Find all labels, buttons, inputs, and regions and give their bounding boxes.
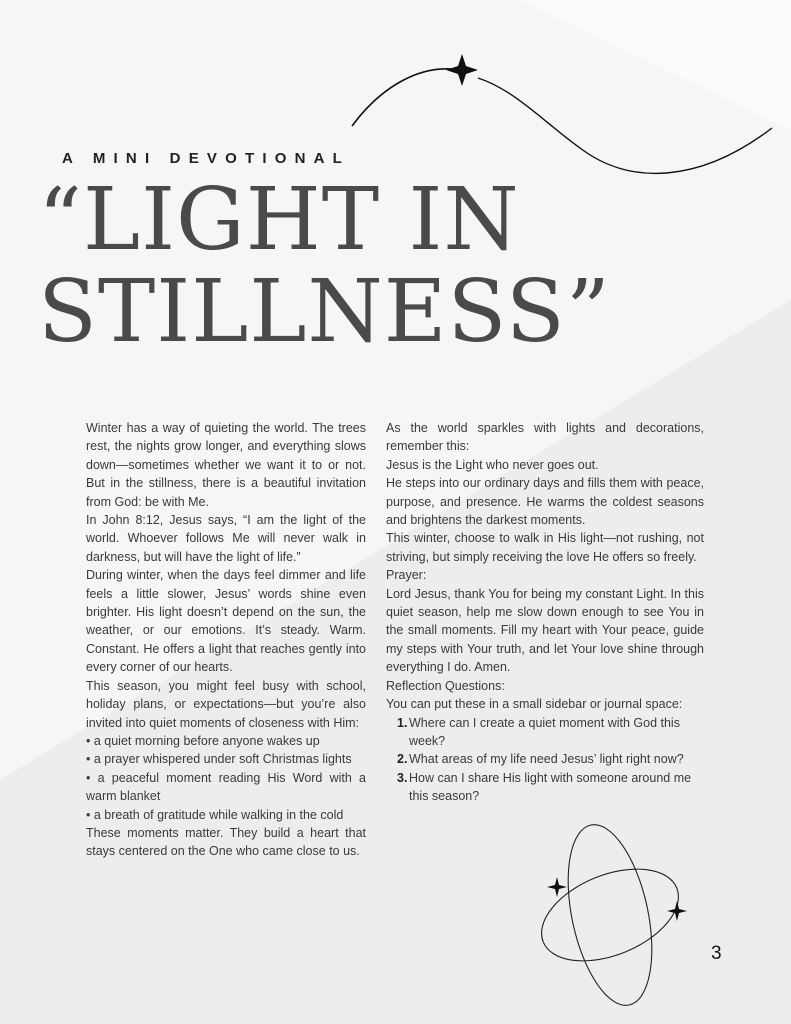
reflection-questions: [386, 714, 704, 806]
list-item: • a peaceful moment reading His Word with a warm blanket: [86, 770, 366, 804]
list-item: • a quiet morning before anyone wakes up: [86, 733, 320, 748]
list-item: [397, 714, 704, 751]
list-item: [397, 750, 704, 768]
sparkle-star-icon: [667, 901, 687, 921]
reflection-note: You can put these in a small sidebar or journal space:: [386, 697, 683, 712]
light-statement: Jesus is the Light who never goes out.: [386, 457, 599, 472]
page-title: [38, 170, 778, 362]
page-number: 3: [711, 943, 722, 964]
prayer-heading: Prayer:: [386, 568, 427, 583]
choose-paragraph: This winter, choose to walk in His light—not rushing, not striving, but simply receiving the love He offers so freely.: [386, 531, 704, 564]
reflection-heading: Reflection Questions:: [386, 678, 505, 693]
intro-paragraph: Winter has a way of quieting the world. The trees rest, the nights grow longer, and everything slows down—sometimes whether we want it to or not. But in the stillness, there is a beautiful invitation from God: be with Me.: [86, 421, 366, 509]
closing-paragraph: These moments matter. They build a heart that stays centered on the One who came close to us.: [86, 825, 366, 859]
question-number: 1.: [397, 715, 408, 730]
orbit-ornament: [525, 815, 695, 1015]
list-item: • a breath of gratitude while walking in the cold: [86, 807, 344, 822]
sparkle-star-icon: [547, 877, 567, 897]
season-paragraph: This season, you might feel busy with school, holiday plans, or expectations—but you’re also invited into quiet moments of closeness with Him:: [86, 678, 366, 730]
question-number: 2.: [397, 752, 408, 767]
question-text: Where can I create a quiet moment with God this week?: [409, 715, 680, 748]
list-item: • a prayer whispered under soft Christmas lights: [86, 752, 352, 767]
list-item: [397, 769, 704, 806]
title-line-1: “LIGHT IN: [38, 170, 520, 270]
prayer-text: Lord Jesus, thank You for being my constant Light. In this quiet season, help me slow down enough to see You in the small moments. Fill my heart with Your peace, guide my steps with Your truth, and let Your love shine through everything I do. Amen.: [386, 586, 704, 675]
winter-paragraph: During winter, when the days feel dimmer and life feels a little slower, Jesus’ words shine even brighter. His light doesn’t depend on the sun, the weather, or our emotions. It’s steady. Warm. Constant. He offers a light that reaches gently into every corner of our hearts.: [86, 568, 366, 675]
reminder-paragraph: As the world sparkles with lights and decorations, remember this:: [386, 421, 704, 454]
devotional-kicker: A MINI DEVOTIONAL: [62, 150, 351, 167]
question-text: How can I share His light with someone around me this season?: [409, 770, 692, 804]
sparkle-star-icon: [446, 54, 478, 86]
right-text-column: [386, 419, 704, 806]
left-text-column: [86, 419, 366, 861]
question-number: 3.: [397, 770, 408, 785]
presence-paragraph: He steps into our ordinary days and fills them with peace, purpose, and presence. He warms the coldest seasons and brightens the darkest moments.: [386, 476, 704, 528]
title-line-2: STILLNESS”: [38, 262, 611, 362]
star-arc-ornament: [340, 48, 780, 188]
quiet-moments-list: [86, 732, 366, 824]
question-text: What areas of my life need Jesus’ light right now?: [409, 752, 684, 767]
scripture-paragraph: In John 8:12, Jesus says, “I am the light of the world. Whoever follows Me will never walk in darkness, but will have the light of life.”: [86, 513, 366, 564]
